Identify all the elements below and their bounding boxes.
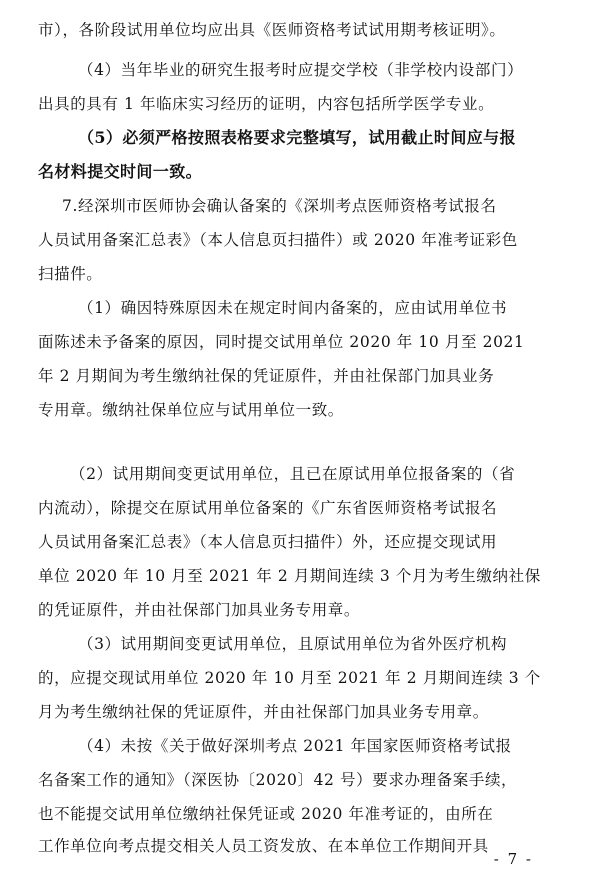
- text-line-2: （4）当年毕业的研究生报考时应提交学校（非学校内设部门）: [78, 61, 524, 79]
- text-line-3: 出具的具有 1 年临床实习经历的证明，内容包括所学医学专业。: [38, 95, 495, 113]
- text-line-7: 人员试用备案汇总表》（本人信息页扫描件）或 2020 年准考证彩色: [38, 231, 518, 249]
- page-number: - 7 -: [493, 850, 533, 868]
- text-line-6: 7.经深圳市医师协会确认备案的《深圳考点医师资格考试报名: [62, 197, 497, 215]
- text-line-11: 年 2 月期间为考生缴纳社保的凭证原件，并由社保部门加具业务: [38, 367, 495, 385]
- text-line-18: （3）试用期间变更试用单位，且原试用单位为省外医疗机构: [78, 635, 508, 653]
- text-line-20: 月为考生缴纳社保的凭证原件，并由社保部门加具业务专用章。: [38, 703, 489, 721]
- text-line-1: 市），各阶段试用单位均应出具《医师资格考试试用期考核证明》。: [38, 21, 506, 39]
- text-line-23: 也不能提交试用单位缴纳社保凭证或 2020 年准考证的，由所在: [38, 805, 494, 823]
- text-line-12: 专用章。缴纳社保单位应与试用单位一致。: [38, 401, 344, 419]
- text-line-10: 面陈述未予备案的原因，同时提交试用单位 2020 年 10 月至 2021: [38, 333, 525, 351]
- emphasis-line-1: （5）必须严格按照表格要求完整填写，试用截止时间应与报: [78, 128, 516, 147]
- text-line-14: 内流动），除提交在原试用单位备案的《广东省医师资格考试报名: [38, 499, 498, 517]
- text-line-13: （2）试用期间变更试用单位，且已在原试用单位报备案的（省: [70, 465, 516, 483]
- text-line-19: 的，应提交现试用单位 2020 年 10 月至 2021 年 2 月期间连续 3 个: [38, 669, 541, 687]
- emphasis-line-2: 名材料提交时间一致。: [38, 162, 203, 181]
- text-line-22: 名备案工作的通知》（深医协〔2020〕42 号）要求办理备案手续，: [38, 771, 518, 789]
- text-line-9: （1）确因特殊原因未在规定时间内备案的，应由试用单位书: [78, 299, 508, 317]
- text-line-21: （4）未按《关于做好深圳考点 2021 年国家医师资格考试报: [78, 737, 512, 755]
- text-line-24: 工作单位向考点提交相关人员工资发放、在本单位工作期间开具: [38, 837, 489, 855]
- text-line-17: 的凭证原件，并由社保部门加具业务专用章。: [38, 601, 361, 619]
- text-line-15: 人员试用备案汇总表》（本人信息页扫描件）外，还应提交现试用: [38, 533, 498, 551]
- text-line-16: 单位 2020 年 10 月至 2021 年 2 月期间连续 3 个月为考生缴纳社保: [38, 567, 541, 585]
- text-line-8: 扫描件。: [38, 265, 103, 283]
